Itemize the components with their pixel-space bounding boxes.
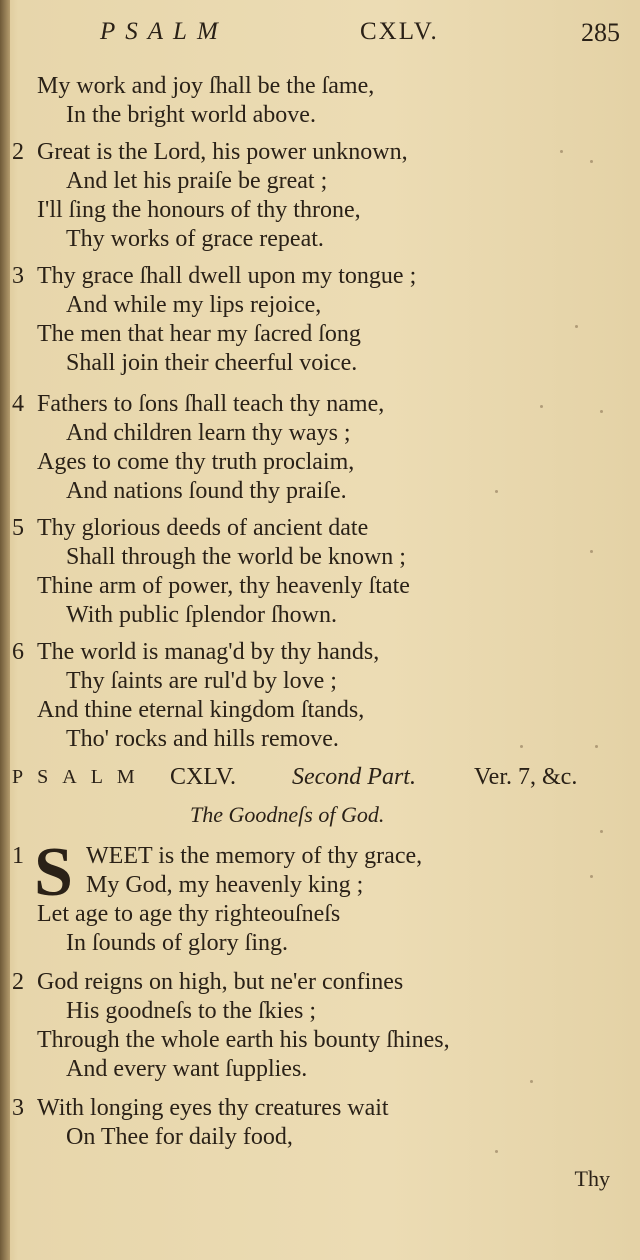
verse-line: The men that hear my ſacred ſong: [37, 321, 361, 347]
stanza-3: [0, 262, 640, 378]
verse-line: Ages to come thy truth proclaim,: [37, 449, 355, 475]
part2-stanza-3: [0, 1094, 640, 1152]
stanza-2: [0, 138, 640, 254]
verse-line: My God, my heavenly king ;: [86, 872, 364, 898]
second-part-heading: [0, 760, 640, 794]
verse-text: Thy grace ſhall dwell upon my tongue ;: [37, 263, 417, 289]
verse-number: 5: [12, 515, 24, 541]
verse-line: And while my lips rejoice,: [66, 292, 322, 318]
psalm-numeral: CXLV.: [170, 764, 237, 790]
verse-number: 3: [12, 263, 24, 289]
verse-text: Great is the Lord, his power unknown,: [37, 139, 408, 165]
part-label: Second Part.: [292, 764, 416, 790]
verse-line: And children learn thy ways ;: [66, 420, 351, 446]
verse-number: 4: [12, 391, 24, 417]
verse-line: On Thee for daily food,: [66, 1124, 293, 1150]
verse-line: [0, 1094, 640, 1123]
part2-stanza-1: [0, 842, 640, 958]
verse-number: 6: [12, 639, 24, 665]
verse-line: Through the whole earth his bounty ſhines,: [37, 1027, 450, 1053]
verse-text: WEET is the memory of thy grace,: [86, 843, 423, 869]
verse-line: My work and joy ſhall be the ſame,: [37, 73, 375, 99]
stanza-6: [0, 638, 640, 754]
verse-line: [0, 638, 640, 667]
verse-line: [0, 262, 640, 291]
psalm-word: PSALM: [12, 766, 149, 788]
psalm-numeral: CXLV.: [360, 18, 439, 45]
verse-line: In the bright world above.: [66, 102, 316, 128]
verse-line: Tho' rocks and hills remove.: [66, 726, 339, 752]
verse-number: 2: [12, 969, 24, 995]
verse-line: Thine arm of power, thy heavenly ſtate: [37, 573, 410, 599]
verse-line: [0, 968, 640, 997]
stanza-5: [0, 514, 640, 630]
verse-line: [0, 514, 640, 543]
verse-line: Shall through the world be known ;: [66, 544, 406, 570]
stanza-4: [0, 390, 640, 506]
verse-line: And thine eternal kingdom ſtands,: [37, 697, 365, 723]
verse-text: The world is manag'd by thy hands,: [37, 639, 380, 665]
verse-line: With public ſplendor ſhown.: [66, 602, 337, 628]
verse-line: And let his praiſe be great ;: [66, 168, 328, 194]
verse-line: [0, 390, 640, 419]
verse-reference: Ver. 7, &c.: [474, 764, 578, 790]
page-header: [0, 18, 640, 54]
verse-line: His goodneſs to the ſkies ;: [66, 998, 316, 1024]
verse-text: God reigns on high, but ne'er confines: [37, 969, 404, 995]
verse-text: With longing eyes thy creatures wait: [37, 1095, 389, 1121]
verse-line: [0, 842, 640, 871]
verse-number: 3: [12, 1095, 24, 1121]
drop-cap: S: [34, 834, 73, 911]
verse-line: Let age to age thy righteouſneſs: [37, 901, 341, 927]
verse-line: Shall join their cheerful voice.: [66, 350, 358, 376]
verse-line: Thy works of grace repeat.: [66, 226, 324, 252]
verse-text: Thy glorious deeds of ancient date: [37, 515, 369, 541]
verse-line: In ſounds of glory ſing.: [66, 930, 288, 956]
verse-line: [0, 138, 640, 167]
verse-number: 1: [12, 843, 24, 869]
verse-number: 2: [12, 139, 24, 165]
catchword: Thy: [574, 1166, 610, 1191]
verse-line: And every want ſupplies.: [66, 1056, 308, 1082]
part2-stanza-2: [0, 968, 640, 1084]
verse-line: Thy ſaints are rul'd by love ;: [66, 668, 337, 694]
running-title: PSALM: [100, 18, 228, 45]
verse-text: Fathers to ſons ſhall teach thy name,: [37, 391, 385, 417]
stanza-1: [0, 72, 640, 130]
page-number: 285: [581, 18, 620, 47]
hymn-subtitle: The Goodneſs of God.: [190, 802, 385, 827]
verse-line: And nations ſound thy praiſe.: [66, 478, 347, 504]
verse-line: I'll ſing the honours of thy throne,: [37, 197, 361, 223]
